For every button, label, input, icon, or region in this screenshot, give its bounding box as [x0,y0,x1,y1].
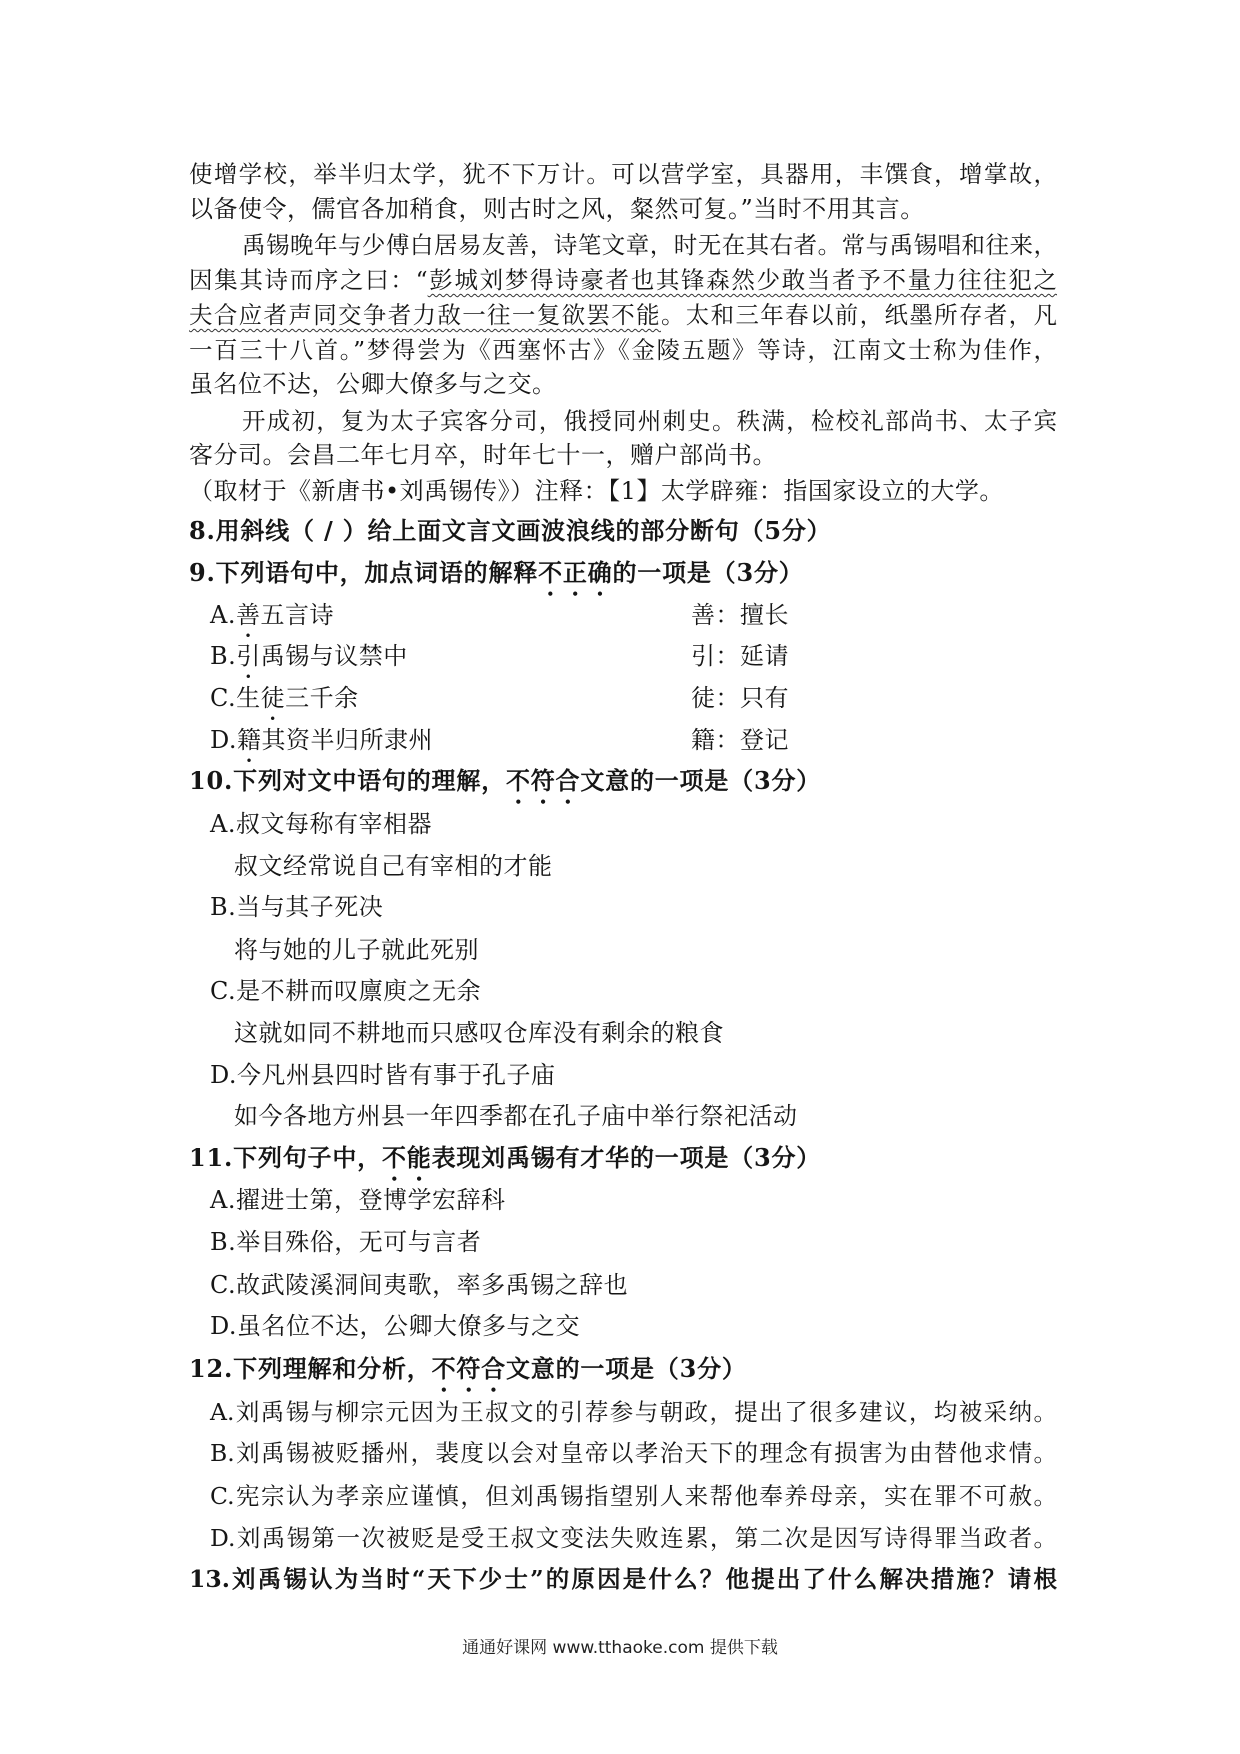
question-10-stem [189,763,821,799]
q10-option-d [210,1057,556,1093]
q9-option-c-gloss: 徒：只有 [691,684,789,712]
stem-text: 文意的一项是（3分） [505,1354,747,1383]
option-sentence: 今凡州县四时皆有事于孔子庙 [237,1061,556,1089]
option-text: 宪宗认为孝亲应谨慎，但刘禹锡指望别人来帮他奉养母亲，实在罪不可赦。 [234,1482,1057,1510]
option-text: 擢进士第，登博学宏辞科 [235,1186,506,1214]
q9-option-a [210,597,334,633]
option-label: B. [210,1439,235,1467]
option-label: A. [210,1398,235,1426]
q11-option-d [210,1308,580,1344]
emphasis-dotted-text: 籍 [237,726,262,754]
q12-option-a [210,1394,1057,1430]
option-text: 举目殊俗，无可与言者 [236,1228,482,1256]
passage-line-1: 使增学校，举半归太学，犹不下万计。可以营学室，具器用，丰馔食，增掌故， [189,160,1057,188]
option-label: C. [210,684,237,712]
option-label: D. [210,1312,238,1340]
option-label: B. [210,1228,237,1256]
option-label: B. [210,893,237,921]
option-text: 生 [236,684,261,712]
option-text: 故武陵溪洞间夷歌，率多禹锡之辞也 [236,1271,629,1299]
option-label: C. [210,977,237,1005]
q10-option-a [210,806,432,842]
q10-option-c-translation: 这就如同不耕地而只感叹仓库没有剩余的粮食 [234,1019,724,1047]
stem-text: 表现刘禹锡有才华的一项是（3分） [431,1143,822,1172]
question-9-stem [189,555,804,591]
q12-option-b [210,1435,1057,1471]
option-label: A. [210,810,236,838]
passage-line-6: 一百三十八首。”梦得尝为《西塞怀古》《金陵五题》等诗，江南文士称为佳作， [189,336,1057,364]
q10-option-d-translation: 如今各地方州县一年四季都在孔子庙中举行祭祀活动 [234,1102,798,1130]
passage-line-9: 客分司。会昌二年七月卒，时年七十一，赠户部尚书。 [189,441,777,469]
q9-option-b [210,638,408,674]
q10-option-b [210,889,383,925]
passage-line-3: 禹锡晚年与少傅白居易友善，诗笔文章，时无在其右者。常与禹锡唱和往来， [242,231,1057,259]
option-text: 禹锡与议禁中 [260,642,408,670]
stem-text: 9.下列语句中，加点词语的解释 [189,558,539,587]
q10-option-b-translation: 将与她的儿子就此死别 [234,936,479,964]
passage-line-2: 以备使令，儒官各加稍食，则古时之风，粲然可复。”当时不用其言。 [189,195,925,223]
emphasis-dotted-text: 引 [236,642,261,670]
q9-option-d [210,722,433,758]
q10-option-c [210,973,481,1009]
q9-option-a-gloss: 善：擅长 [691,601,789,629]
option-text: 刘禹锡被贬播州，裴度以会对皇帝以孝治天下的理念有损害为由替他求情。 [234,1439,1057,1467]
q9-option-c [210,680,359,716]
stem-text: 文意的一项是（3分） [580,766,822,795]
option-label: D. [210,1524,236,1552]
q11-option-c [210,1267,628,1303]
q11-option-a [210,1182,505,1218]
option-label: C. [210,1271,237,1299]
passage-line-4-lead: 因集其诗而序之曰：“ [189,266,428,294]
question-13-stem: 13.刘禹锡认为当时“天下少士”的原因是什么？他提出了什么解决措施？请根 [189,1565,1057,1593]
passage-line-7: 虽名位不达，公卿大僚多与之交。 [189,370,557,398]
passage-line-5-tail: 。太和三年春以前，纸墨所存者，凡 [660,301,1058,329]
emphasis-dotted-text: 不正确 [538,558,613,587]
option-text: 刘禹锡第一次被贬是受王叔文变法失败连累，第二次是因写诗得罪当政者。 [235,1524,1057,1552]
q10-option-a-translation: 叔文经常说自己有宰相的才能 [234,852,553,880]
stem-text: 的一项是（3分） [612,558,804,587]
wavy-underlined-text: 彭城刘梦得诗豪者也其锋森然少敢当者予不量力往往犯之 [427,266,1058,294]
stem-text: 11.下列句子中， [189,1143,382,1172]
option-label: B. [210,642,237,670]
stem-text: 10.下列对文中语句的理解， [189,766,506,795]
emphasis-dotted-text: 不符合 [505,766,581,795]
source-note: （取材于《新唐书•刘禹锡传》）注释：【1】太学辟雍：指国家设立的大学。 [189,477,1004,505]
q12-option-c [210,1478,1057,1514]
q11-option-b [210,1224,481,1260]
wavy-underlined-text: 夫合应者声同交争者力敌一往一复欲罢不能 [189,301,661,329]
question-8-stem: 8.用斜线（ / ）给上面文言文画波浪线的部分断句（5分） [189,516,832,545]
q9-option-b-gloss: 引：延请 [691,642,789,670]
option-sentence: 叔文每称有宰相器 [235,810,432,838]
question-12-stem [189,1351,747,1387]
emphasis-dotted-text: 不符合 [431,1354,506,1383]
passage-line-5 [189,297,1057,333]
option-text: 五言诗 [260,601,334,629]
stem-text: 12.下列理解和分析， [189,1354,432,1383]
passage-line-4 [189,262,1057,298]
option-label: D. [210,726,238,754]
option-text: 虽名位不达，公卿大僚多与之交 [237,1312,581,1340]
option-label: D. [210,1061,238,1089]
option-label: A. [210,1186,236,1214]
option-label: A. [210,601,236,629]
option-text: 三千余 [285,684,359,712]
option-text: 其资半归所隶州 [261,726,434,754]
emphasis-dotted-text: 不能 [381,1143,432,1172]
q9-option-d-gloss: 籍：登记 [691,726,789,754]
option-sentence: 当与其子死决 [236,893,384,921]
emphasis-dotted-text: 善 [235,601,261,629]
option-label: C. [210,1482,235,1510]
option-sentence: 是不耕而叹廪庾之无余 [236,977,482,1005]
emphasis-dotted-text: 徒 [260,684,286,712]
page-footer: 通通好课网 www.tthaoke.com 提供下载 [462,1638,778,1658]
option-text: 刘禹锡与柳宗元因为王叔文的引荐参与朝政，提出了很多建议，均被采纳。 [234,1398,1057,1426]
question-11-stem [189,1140,821,1176]
passage-line-8: 开成初，复为太子宾客分司，俄授同州刺史。秩满，检校礼部尚书、太子宾 [242,407,1057,435]
q12-option-d [210,1520,1057,1556]
